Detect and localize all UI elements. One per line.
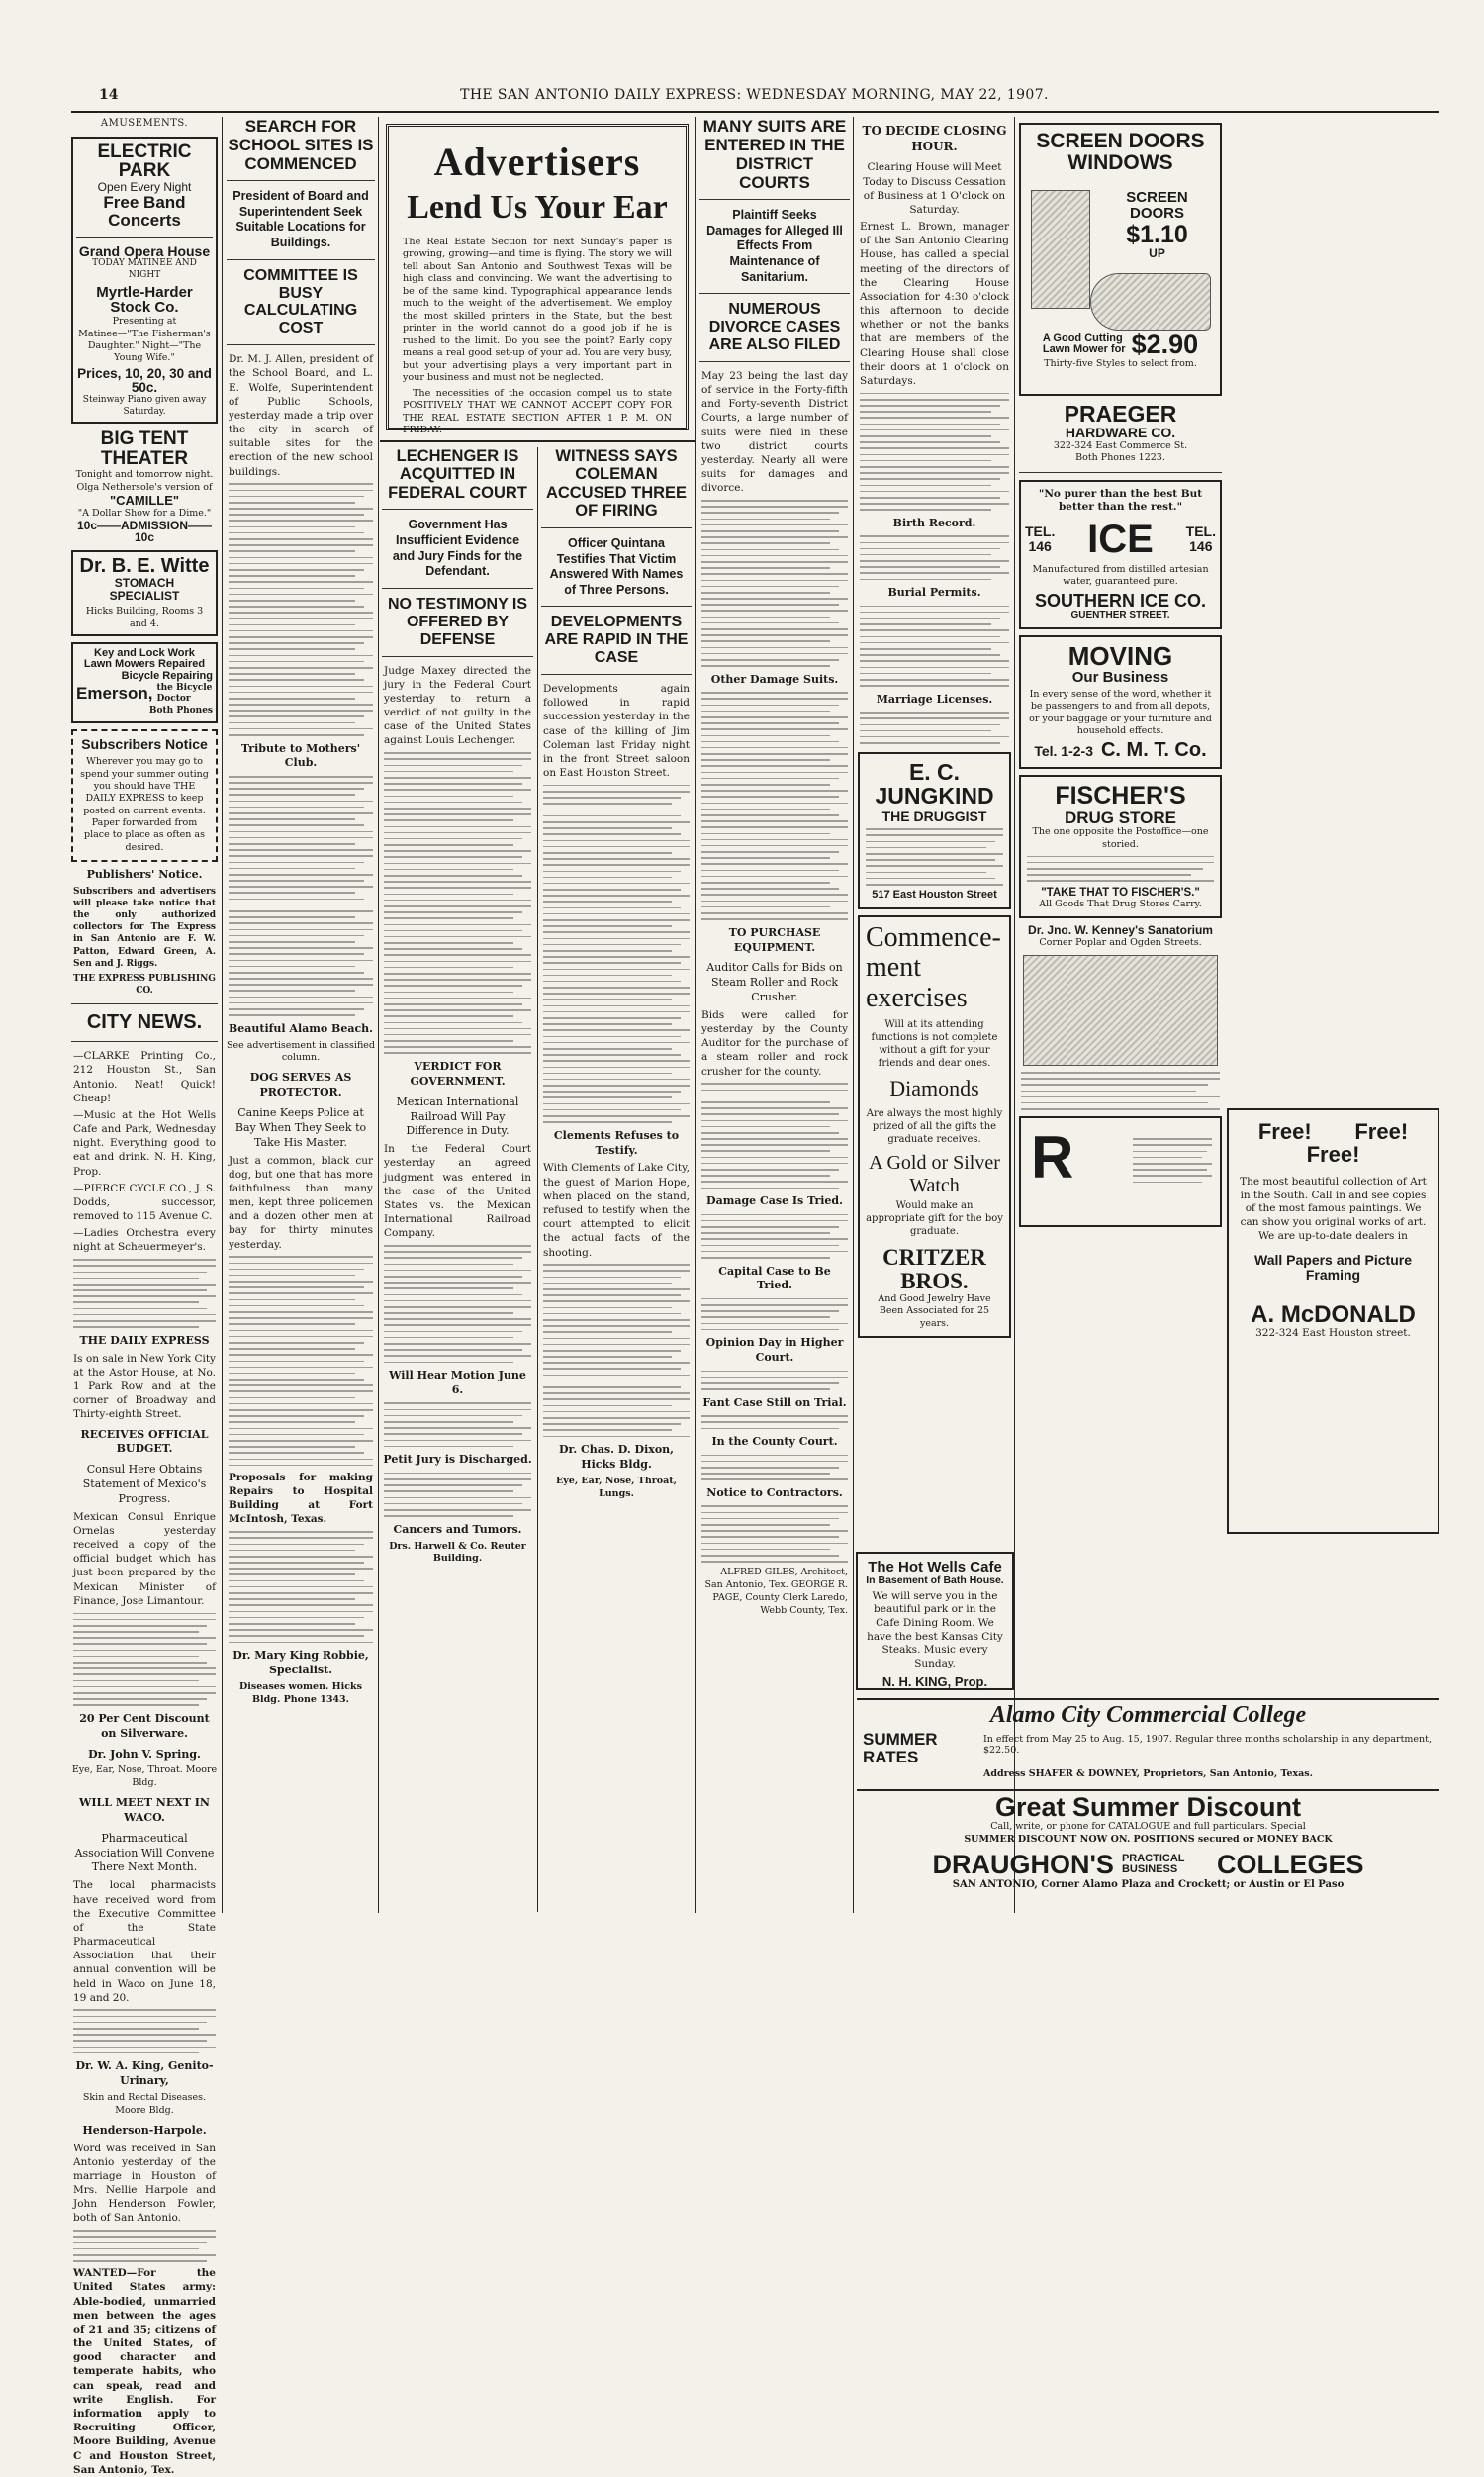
diamonds-title: Diamonds — [889, 1076, 979, 1101]
masthead-title: THE SAN ANTONIO DAILY EXPRESS: WEDNESDAY MORNING, MAY 22, 1907. — [460, 87, 1049, 103]
fant-case-head: Fant Case Still on Trial. — [702, 1395, 847, 1409]
big-tent-title: BIG TENT THEATER — [100, 429, 189, 470]
column-schools — [227, 117, 375, 1918]
column-closing — [858, 117, 1011, 1329]
birth-record-head: Birth Record. — [892, 516, 976, 529]
mower-price: $2.90 — [1131, 330, 1199, 359]
opera-piano: Steinway Piano given away Saturday. — [82, 394, 207, 417]
college-title: Alamo City Commercial College — [989, 1702, 1307, 1728]
emerson-doctor: the Bicycle Doctor — [156, 682, 213, 705]
text-block — [229, 1256, 373, 1466]
discount-notice: SUMMER DISCOUNT NOW ON. POSITIONS secured or MONEY BACK — [964, 1833, 1333, 1845]
waco-head: WILL MEET NEXT IN WACO. — [79, 1796, 210, 1824]
hot-wells-title: The Hot Wells Cafe — [868, 1559, 1002, 1575]
ice-ad — [1019, 480, 1222, 629]
electric-park-ad — [71, 137, 218, 425]
emerson-name: Emerson, — [76, 684, 153, 704]
commencement-text: Will at its attending functions is not complete without a gift for your friends and dear ones. — [871, 1019, 998, 1070]
free-word: Free! — [1354, 1119, 1409, 1144]
text-block — [229, 483, 373, 735]
mower-line2: Lawn Mower for — [1042, 343, 1126, 356]
text-block — [543, 1264, 690, 1437]
fischer-sub: DRUG STORE — [1064, 808, 1177, 827]
city-news-item: —PIERCE CYCLE CO., J. S. Dodds, successor, removed to 115 Avenue C. — [73, 1182, 216, 1223]
opinion-day-head: Opinion Day in Higher Court. — [705, 1336, 844, 1365]
text-block — [860, 535, 1009, 580]
big-tent-tag: "A Dollar Show for a Dime." — [77, 507, 212, 519]
jungkind-title: THE DRUGGIST — [881, 808, 987, 824]
cancers-head: Cancers and Tumors. — [393, 1522, 522, 1536]
column-rule — [1014, 117, 1015, 1913]
text-block — [866, 828, 1003, 885]
screen-up: UP — [1149, 245, 1165, 260]
text-block — [73, 1259, 216, 1328]
dog-lead: Just a common, black cur dog, but one that has more faithfulness than many men, kept three policemen and a dozen other men at bay for thirty minutes yesterday. — [229, 1154, 373, 1251]
column-rule — [222, 117, 223, 1913]
dog-head: DOG SERVES AS PROTECTOR. — [249, 1071, 352, 1099]
city-news-item: —Ladies Orchestra every night at Scheuermeyer's. — [73, 1227, 216, 1254]
hot-wells-prop: N. H. KING, Prop. — [881, 1673, 988, 1689]
king-name: Dr. W. A. King, Genito-Urinary, — [75, 2059, 214, 2088]
draughon-name: DRAUGHON'S — [932, 1850, 1114, 1879]
college-ad — [857, 1698, 1439, 1791]
college-address: Address SHAFER & DOWNEY, Proprietors, San Antonio, Texas. — [983, 1767, 1313, 1779]
electric-park-open: Open Every Night — [97, 180, 192, 195]
marriage-licenses-head: Marriage Licenses. — [876, 692, 993, 706]
moving-text: In every sense of the word, whether it be passengers to and from all depots, or your baggage or your furniture and household effects. — [1029, 688, 1212, 736]
emerson-phones: Both Phones — [148, 705, 213, 715]
silverware-discount: 20 Per Cent Discount on Silverware. — [79, 1711, 210, 1740]
witte-ad — [71, 550, 218, 636]
commencement-ad — [858, 915, 1011, 1338]
moving-ad — [1019, 635, 1222, 769]
opera-company: Myrtle-Harder Stock Co. — [96, 283, 193, 317]
electric-park-title: ELECTRIC PARK — [97, 141, 192, 182]
suits-subhead: NUMEROUS DIVORCE CASES ARE ALSO FILED — [708, 301, 841, 354]
equipment-deck: Auditor Calls for Bids on Steam Roller and Rock Crusher. — [706, 961, 843, 1004]
text-block — [1027, 856, 1214, 882]
hear-motion-head: Will Hear Motion June 6. — [389, 1369, 526, 1397]
column-amusements — [71, 117, 218, 2476]
opera-house-title: Grand Opera House — [78, 242, 211, 259]
spring-name: Dr. John V. Spring. — [88, 1747, 201, 1761]
other-damage-head: Other Damage Suits. — [710, 672, 839, 686]
emerson-mowers: Lawn Mowers Repaired — [83, 658, 206, 671]
opera-today: TODAY MATINEE AND NIGHT — [92, 258, 197, 281]
ice-text: Manufactured from distilled artesian water, guaranteed pure. — [1032, 563, 1209, 588]
verdict-head: VERDICT FOR GOVERNMENT. — [410, 1060, 506, 1088]
praeger-sub: HARDWARE CO. — [1065, 425, 1176, 441]
advertisers-subtitle: Lend Us Your Ear — [407, 189, 668, 226]
text-block — [701, 1214, 848, 1259]
subscribers-title: Subscribers Notice — [81, 735, 208, 752]
kenney-address: Corner Poplar and Ogden Streets. — [1039, 936, 1202, 948]
verdict-deck: Mexican International Railroad Will Pay Difference in Duty. — [396, 1095, 519, 1138]
lechenger-subhead: NO TESTIMONY IS OFFERED BY DEFENSE — [387, 595, 528, 648]
screen-doors-label: SCREEN DOORS — [1126, 189, 1188, 222]
contractors-signature: ALFRED GILES, Architect, San Antonio, Tex. GEORGE R. PAGE, County Clerk Laredo, Webb County, Tex. — [704, 1567, 848, 1616]
praeger-address: 322-324 East Commerce St. — [1053, 439, 1188, 451]
fischer-ad — [1019, 775, 1222, 918]
jungkind-address: 517 East Houston Street — [872, 889, 997, 902]
commencement-title-2: ment — [866, 952, 921, 984]
text-block — [73, 2009, 216, 2053]
schools-deck: President of Board and Superintendent Seek Suitable Locations for Buildings. — [232, 189, 369, 249]
cancers-text: Drs. Harwell & Co. Reuter Building. — [389, 1540, 526, 1565]
ice-tel-label: TEL. — [1185, 524, 1216, 540]
diamonds-gift: A Gold or Silver Watch — [869, 1151, 1000, 1196]
budget-head: RECEIVES OFFICIAL BUDGET. — [80, 1427, 209, 1456]
county-court-head: In the County Court. — [711, 1435, 838, 1449]
text-block — [384, 1473, 531, 1517]
text-block — [860, 712, 1009, 744]
text-block — [1021, 1072, 1220, 1110]
capital-case-head: Capital Case to Be Tried. — [718, 1264, 831, 1292]
verdict-lead: In the Federal Court yesterday an agreed judgment was entered in the case of the United States vs. the Mexican International Railroad Company. — [384, 1143, 531, 1240]
screen-door-illustration — [1031, 190, 1090, 309]
text-block — [1133, 1134, 1212, 1188]
opera-plays: Matinee—"The Fisherman's Daughter." Night—"The Young Wife." — [78, 328, 211, 364]
advertisers-rule — [380, 440, 695, 442]
college-text: In effect from May 25 to Aug. 15, 1907. Regular three months scholarship in any department, $22.50. — [983, 1734, 1432, 1756]
discount-call: Call, write, or phone for CATALOGUE and full particulars. Special — [990, 1821, 1306, 1833]
text-block — [701, 1371, 848, 1390]
jungkind-name: E. C. JUNGKIND — [875, 758, 994, 809]
city-news-item: —Music at the Hot Wells Cafe and Park, Wednesday night. Everything good to eat and drink. N. H. King, Prop. — [73, 1108, 216, 1178]
ice-word: ICE — [1087, 517, 1154, 561]
text-block — [701, 1455, 848, 1480]
ice-tel-label: TEL. — [1025, 524, 1056, 540]
text-block — [229, 1531, 373, 1643]
big-tent-text: Tonight and tomorrow night. Olga Nethersole's version of — [75, 469, 214, 493]
free-address: 322-324 East Houston street. — [1255, 1326, 1411, 1339]
subscribers-text: Wherever you may go to spend your summer outing you should have THE DAILY EXPRESS to keep posted on current events. Paper forwarded from place to place as often as desired. — [80, 756, 209, 853]
ice-tel-number: 146 — [1028, 537, 1052, 554]
mower-styles: Thirty-five Styles to select from. — [1044, 358, 1197, 370]
alamo-beach-text: See advertisement in classified column. — [227, 1039, 376, 1064]
free-word: Free! — [1306, 1142, 1360, 1168]
waco-deck: Pharmaceutical Association Will Convene There Next Month. — [74, 1831, 215, 1874]
text-block — [229, 776, 373, 1016]
clements-head: Clements Refuses to Testify. — [553, 1128, 680, 1157]
witte-line1: STOMACH — [114, 576, 175, 591]
text-block — [384, 752, 531, 1054]
free-text: The most beautiful collection of Art in the South. Call in and see copies of the most famous paintings. We can show you original works of art. We are up-to-date dealers in — [1240, 1176, 1427, 1242]
partial-ad-letter: R — [1031, 1123, 1074, 1191]
text-block — [701, 692, 848, 920]
big-tent-ad — [71, 429, 218, 544]
text-block — [384, 1402, 531, 1447]
screen-doors-ad — [1019, 123, 1222, 396]
damage-case-head: Damage Case Is Tried. — [706, 1194, 843, 1208]
schools-lead: Dr. M. J. Allen, president of the School Board, and L. E. Wolfe, Superintendent of Public Schools, yesterday made a trip over the city in search of suitable sites for the erection of the new school buildings. — [229, 353, 373, 478]
column-coleman — [541, 447, 692, 1912]
free-ad — [1227, 1108, 1439, 1534]
page-number: 14 — [99, 87, 119, 103]
closing-deck: Clearing House will Meet Today to Discuss Cessation of Business at 1 O'clock on Saturday. — [863, 161, 1006, 216]
waco-lead: The local pharmacists have received word from the Executive Committee of the State Pharmaceutical Association that their annual convention will be held in Waco on June 18, 19 and 20. — [73, 1879, 216, 2004]
closing-head: TO DECIDE CLOSING HOUR. — [862, 124, 1007, 154]
column-lechenger — [382, 447, 533, 1912]
equipment-head: TO PURCHASE EQUIPMENT. — [728, 925, 821, 954]
free-word: Free! — [1257, 1119, 1312, 1144]
free-name: A. McDONALD — [1251, 1300, 1416, 1328]
hot-wells-text: We will serve you in the beautiful park or in the Cafe Dining Room. We have the best Kansas City Steaks. Music every Sunday. — [867, 1589, 1003, 1669]
moving-tel: Tel. 1-2-3 — [1034, 743, 1093, 760]
clements-lead: With Clements of Lake City, the guest of Marion Hope, when placed on the stand, refused to testify when the court attempted to elicit the actual facts of the shooting. — [543, 1162, 690, 1259]
praeger-phones: Both Phones 1223. — [1075, 452, 1165, 464]
sanatorium-illustration — [1023, 955, 1218, 1066]
witte-address: Hicks Building, Rooms 3 and 4. — [85, 606, 204, 629]
moving-title: MOVING — [1067, 640, 1173, 671]
petit-jury-head: Petit Jury is Discharged. — [383, 1453, 532, 1467]
critzer-name: CRITZER BROS. — [882, 1244, 986, 1293]
diamonds-gift-text: Would make an appropriate gift for the boy graduate. — [866, 1199, 1003, 1237]
emerson-ad — [71, 642, 218, 723]
text-block — [701, 1505, 848, 1562]
college-summer-rates: SUMMER RATES — [863, 1730, 938, 1766]
draughon-ad — [857, 1793, 1439, 1855]
schools-headline: SEARCH FOR SCHOOL SITES IS COMMENCED — [228, 117, 374, 174]
draughon-practical: PRACTICAL BUSINESS — [1121, 1852, 1185, 1876]
harpole-head: Henderson-Harpole. — [82, 2123, 207, 2137]
harpole-lead: Word was received in San Antonio yesterday of the marriage in Houston of Mrs. Nellie Harpole and John Henderson Fowler, both of San Antonio. — [73, 2142, 216, 2225]
burial-permits-head: Burial Permits. — [887, 586, 981, 600]
column-rule — [853, 117, 854, 1913]
column-suits — [699, 117, 850, 1918]
screen-price: $1.10 — [1126, 220, 1188, 248]
critzer-text: And Good Jewelry Have Been Associated for 25 years. — [878, 1293, 991, 1329]
advertisers-title: Advertisers — [433, 140, 641, 184]
partial-ad — [1019, 1116, 1222, 1227]
moving-company: C. M. T. Co. — [1100, 739, 1207, 762]
draughon-location: SAN ANTONIO, Corner Alamo Plaza and Crockett; or Austin or El Paso — [952, 1879, 1345, 1891]
city-news-item: —CLARKE Printing Co., 212 Houston St., San Antonio. Neat! Quick! Cheap! — [73, 1050, 216, 1104]
suits-headline: MANY SUITS ARE ENTERED IN THE DISTRICT COURTS — [702, 117, 847, 193]
draughon-colleges-label: COLLEGES — [1216, 1850, 1364, 1879]
wanted-notice: WANTED—For the United States army: Able-bodied, unmarried men between the ages of 21 and 35; citizens of the United States, of good character and temperate habits, who can speak, read and write English. For information apply to Recruiting Officer, Moore Building, Avenue C and Houston Street, San Antonio, Tex. — [73, 2267, 216, 2476]
electric-park-concerts: Free Band Concerts — [103, 192, 186, 230]
advertisers-box — [386, 124, 689, 436]
spring-detail: Eye, Ear, Nose, Throat. Moore Bldg. — [71, 1764, 218, 1789]
emerson-bicycle: Bicycle Repairing — [121, 670, 213, 683]
column-rule — [537, 447, 538, 1912]
advertisers-notice: The necessities of the occasion compel us to state POSITIVELY THAT WE CANNOT ACCEPT COPY FOR THE REAL ESTATE SECTION AFTER 1 P. M. ON FRIDAY. — [403, 387, 672, 436]
commencement-title-3: exercises — [866, 983, 968, 1014]
proposals-notice: Proposals for making Repairs to Hospital Building at Fort McIntosh, Texas. — [229, 1471, 373, 1526]
coleman-deck: Officer Quintana Testifies That Victim Answered With Names of Three Persons. — [549, 535, 684, 597]
text-block — [543, 785, 690, 1123]
lechenger-headline: LECHENGER IS ACQUITTED IN FEDERAL COURT — [388, 447, 527, 502]
big-tent-admission: 10c——ADMISSION——10c — [76, 518, 213, 545]
dixon-name: Dr. Chas. D. Dixon, Hicks Bldg. — [559, 1443, 674, 1471]
ice-tel-number: 146 — [1189, 537, 1213, 554]
praeger-name: PRAEGER — [1064, 401, 1177, 427]
daily-express-text: Is on sale in New York City at the Astor House, at No. 1 Park Row and at the corner of Broadway and Thirty-eighth Street. — [73, 1352, 216, 1421]
text-block — [701, 500, 848, 667]
draughon-colleges — [857, 1851, 1439, 1916]
king-detail: Skin and Rectal Diseases. Moore Bldg. — [82, 2092, 207, 2116]
lechenger-lead: Judge Maxey directed the jury in the Federal Court yesterday to return a verdict of not guilty in the case of the United States against Louis Lechenger. — [384, 664, 531, 747]
publishers-notice-head: Publishers' Notice. — [86, 868, 203, 882]
text-block — [73, 2230, 216, 2262]
city-news-header: CITY NEWS. — [86, 1011, 203, 1034]
coleman-headline: WITNESS SAYS COLEMAN ACCUSED THREE OF FIRING — [545, 447, 688, 521]
dixon-detail: Eye, Ear, Nose, Throat, Lungs. — [556, 1475, 677, 1499]
publishers-notice-text: Subscribers and advertisers will please take notice that the only authorized collectors for The Express in San Antonio are F. W. Patton, Edward Green, A. Sen and J. Riggs. — [73, 886, 216, 969]
closing-lead: Ernest L. Brown, manager of the San Antonio Clearing House, has called a special meeting of the directors of the Clearing House Association for 4:30 o'clock this afternoon to decide whether or not the banks that are members of the Clearing House shall close their doors at 1 o'clock on Saturdays. — [860, 221, 1009, 387]
budget-lead: Mexican Consul Enrique Ornelas yesterday received a copy of the official budget which has just been prepared by the Mexican Minister of Finance, Jose Limantour. — [73, 1510, 216, 1607]
fischer-footer: All Goods That Drug Stores Carry. — [1039, 898, 1202, 909]
text-block — [860, 606, 1009, 687]
opera-presenting: Presenting at — [112, 316, 177, 328]
text-block — [384, 1245, 531, 1363]
diamonds-text: Are always the most highly prized of all the gifts the graduate receives. — [866, 1107, 1003, 1145]
text-block — [860, 393, 1009, 511]
robbie-name: Dr. Mary King Robbie, Specialist. — [232, 1649, 369, 1676]
kenney-title: Dr. Jno. W. Kenney's Sanatorium — [1028, 923, 1213, 938]
coleman-lead: Developments again followed in rapid succession yesterday in the case of the killing of Jim Coleman last Friday night in the front Street saloon on East Houston Street. — [543, 683, 690, 780]
budget-deck: Consul Here Obtains Statement of Mexico's Progress. — [82, 1463, 207, 1505]
discount-title: Great Summer Discount — [994, 1792, 1302, 1822]
amusements-header: AMUSEMENTS. — [100, 118, 189, 129]
suits-deck: Plaintiff Seeks Damages for Alleged Ill Effects From Maintenance of Sanitarium. — [706, 208, 843, 284]
opera-prices: Prices, 10, 20, 30 and 50c. — [77, 365, 212, 395]
robbie-detail: Diseases women. Hicks Bldg. Phone 1343. — [239, 1680, 362, 1705]
witte-name: Dr. B. E. Witte — [79, 555, 210, 578]
daily-express-head: THE DAILY EXPRESS — [79, 1333, 210, 1347]
free-wall-papers: Wall Papers and Picture Framing — [1254, 1252, 1412, 1284]
hot-wells-subtitle: In Basement of Bath House. — [866, 1573, 1004, 1586]
ice-street: GUENTHER STREET. — [1070, 610, 1170, 621]
text-block — [701, 1415, 848, 1429]
alamo-beach-head: Beautiful Alamo Beach. — [228, 1021, 373, 1035]
fischer-text: The one opposite the Postoffice—one storied. — [1032, 826, 1209, 850]
suits-lead: May 23 being the last day of service in the Forty-fifth and Forty-seventh District Courts, a large number of suits were filed in these two district courts yesterday. Nearly all were suits for damages and divorce. — [701, 369, 848, 495]
dog-deck: Canine Keeps Police at Bay When They Seek to Take His Master. — [234, 1105, 367, 1149]
jungkind-ad — [858, 752, 1011, 909]
lechenger-deck: Government Has Insufficient Evidence and Jury Finds for the Defendant. — [392, 518, 523, 579]
fischer-title: FISCHER'S — [1055, 782, 1186, 810]
hot-wells-ad — [856, 1552, 1014, 1690]
ice-company: SOUTHERN ICE CO. — [1034, 591, 1206, 612]
mower-line1: A Good Cutting — [1042, 332, 1123, 344]
screen-title: SCREEN DOORS WINDOWS — [1036, 130, 1205, 175]
text-block — [73, 1613, 216, 1706]
equipment-lead: Bids were called for yesterday by the County Auditor for the purchase of a steam roller and rock crusher for the county. — [701, 1008, 848, 1078]
emerson-key: Key and Lock Work — [94, 646, 195, 659]
masthead — [69, 87, 1439, 107]
masthead-rule — [71, 111, 1439, 113]
big-tent-play: "CAMILLE" — [109, 492, 180, 508]
text-block — [701, 1083, 848, 1189]
coleman-subhead: DEVELOPMENTS ARE RAPID IN THE CASE — [544, 614, 689, 667]
schools-subhead: COMMITTEE IS BUSY CALCULATING COST — [243, 266, 358, 337]
column-rule — [695, 117, 696, 1913]
witte-line2: SPECIALIST — [109, 588, 180, 603]
subscribers-notice — [71, 729, 218, 862]
commencement-title-1: Commence- — [866, 921, 1001, 953]
tribute-head: Tribute to Mothers' Club. — [240, 741, 361, 770]
moving-sub: Our Business — [1071, 669, 1169, 687]
contractors-head: Notice to Contractors. — [706, 1485, 843, 1499]
fischer-slogan: "TAKE THAT TO FISCHER'S." — [1041, 886, 1200, 899]
advertisers-text: The Real Estate Section for next Sunday's paper is growing, growing—and time is flying. The story we will tell about San Antonio and Southwest Texas will be high class and convincing. We want the advertising to be of the same kind. Typographical appearance lends much to the weight of the advertisement. We employ the most skilled printers in the State, but the best printer in the world cannot do a good job if he is rushed to the limit. Do you see the point? Early copy means a real good set-up of your ad. You are very busy, but your advertising plays a very important part in your business and must not be neglected. — [403, 237, 672, 384]
column-rule — [378, 117, 379, 1913]
text-block — [701, 1298, 848, 1331]
publishers-signature: THE EXPRESS PUBLISHING CO. — [73, 973, 216, 997]
lawn-mower-illustration — [1090, 273, 1211, 331]
ice-tagline: "No purer than the best But better than the rest." — [1038, 487, 1203, 514]
